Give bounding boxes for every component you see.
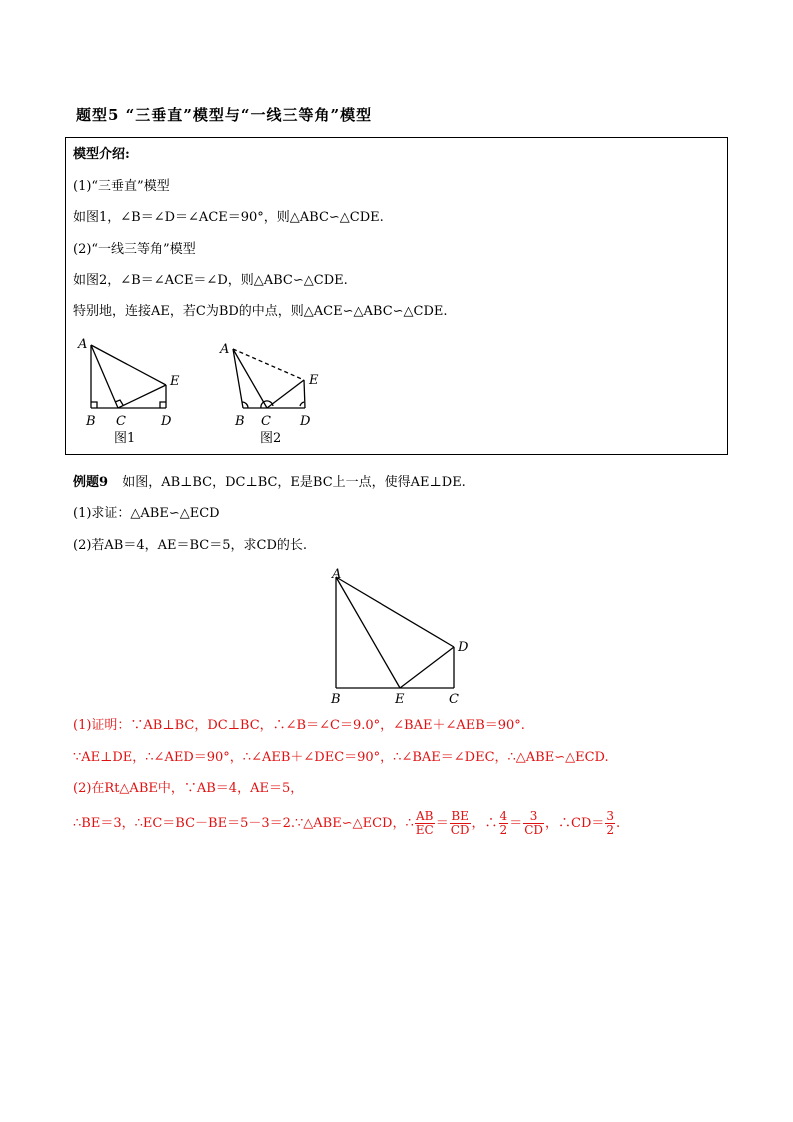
special-case-text: 特别地，连接AE，若C为BD的中点，则△ACE∽△ABC∽△CDE.: [73, 304, 448, 319]
period: .: [616, 816, 621, 831]
model1-text: 如图1，∠B＝∠D＝∠ACE＝90°，则△ABC∽△CDE.: [73, 210, 384, 225]
fig1-label-D: D: [161, 414, 172, 429]
fig1-label-E: E: [170, 374, 180, 389]
fraction-denominator: 2: [499, 823, 508, 837]
model2-text: 如图2，∠B＝∠ACE＝∠D，则△ABC∽△CDE.: [73, 273, 348, 288]
example-label-D: D: [458, 640, 469, 655]
fraction-3-2: [605, 810, 615, 837]
figure-2: [211, 333, 341, 448]
solution-line-3: (2)在Rt△ABE中，∵AB＝4，AE＝5，: [73, 781, 304, 796]
fraction-denominator: EC: [415, 823, 434, 837]
fraction-numerator: BE: [451, 809, 469, 823]
separator-cd-equals: ，∴CD＝: [545, 816, 605, 831]
model1-title: (1)“三垂直”模型: [73, 179, 170, 194]
example-statement: 如图，AB⊥BC，DC⊥BC，E是BC上一点，使得AE⊥DE.: [122, 475, 466, 490]
fig1-caption: 图1: [114, 431, 136, 446]
fraction-denominator: CD: [524, 823, 544, 837]
fig2-label-A: A: [220, 342, 230, 357]
model-intro-box: [65, 137, 728, 455]
fig1-label-A: A: [78, 337, 88, 352]
example-label-A: A: [332, 567, 342, 582]
example-label-B: B: [331, 692, 341, 707]
solution-line-4: [73, 810, 620, 837]
question-1: (1)求证：△ABE∽△ECD: [73, 506, 220, 521]
fraction-4-2: [499, 810, 509, 837]
equals-sign: ＝: [509, 816, 523, 831]
fraction-be-cd: [450, 810, 471, 837]
fig1-label-B: B: [86, 414, 96, 429]
fig2-label-C: C: [261, 414, 271, 429]
solution-line-4-text: ∴BE＝3，∴EC＝BC－BE＝5－3＝2.∵△ABE∽△ECD，∴: [73, 816, 414, 831]
fraction-numerator: 3: [606, 809, 615, 823]
fraction-numerator: AB: [415, 809, 434, 823]
figure-1: [66, 333, 196, 448]
separator-therefore: ，∴: [471, 816, 498, 831]
fig1-label-C: C: [116, 414, 126, 429]
example-label: 例题9: [73, 475, 109, 490]
model-intro-heading: 模型介绍:: [73, 147, 130, 162]
example-label-C: C: [449, 692, 459, 707]
example-statement-row: [73, 475, 466, 491]
fig2-label-B: B: [235, 414, 245, 429]
equals-sign: ＝: [435, 816, 449, 831]
fig2-label-E: E: [309, 373, 319, 388]
solution-line-1: (1)证明：∵AB⊥BC，DC⊥BC，∴∠B＝∠C＝9.0°，∠BAE＋∠AEB＝90°.: [73, 718, 525, 733]
fraction-numerator: 4: [499, 809, 508, 823]
model2-title: (2)“一线三等角”模型: [73, 242, 196, 257]
fraction-denominator: CD: [450, 823, 470, 837]
fraction-denominator: 2: [606, 823, 615, 837]
example-figure: [325, 562, 475, 712]
fraction-3-cd: [523, 810, 544, 837]
solution-line-2: ∵AE⊥DE，∴∠AED＝90°，∴∠AEB＋∠DEC＝90°，∴∠BAE＝∠DEC，∴△ABE∽△ECD.: [73, 750, 609, 765]
fraction-numerator: 3: [523, 810, 544, 824]
fig2-caption: 图2: [260, 431, 282, 446]
example-label-E: E: [395, 692, 405, 707]
section-title: 题型5 “三垂直”模型与“一线三等角”模型: [76, 106, 373, 124]
fig2-label-D: D: [300, 414, 311, 429]
question-2: (2)若AB＝4，AE＝BC＝5，求CD的长.: [73, 538, 308, 553]
fraction-ab-ec: [415, 810, 435, 837]
